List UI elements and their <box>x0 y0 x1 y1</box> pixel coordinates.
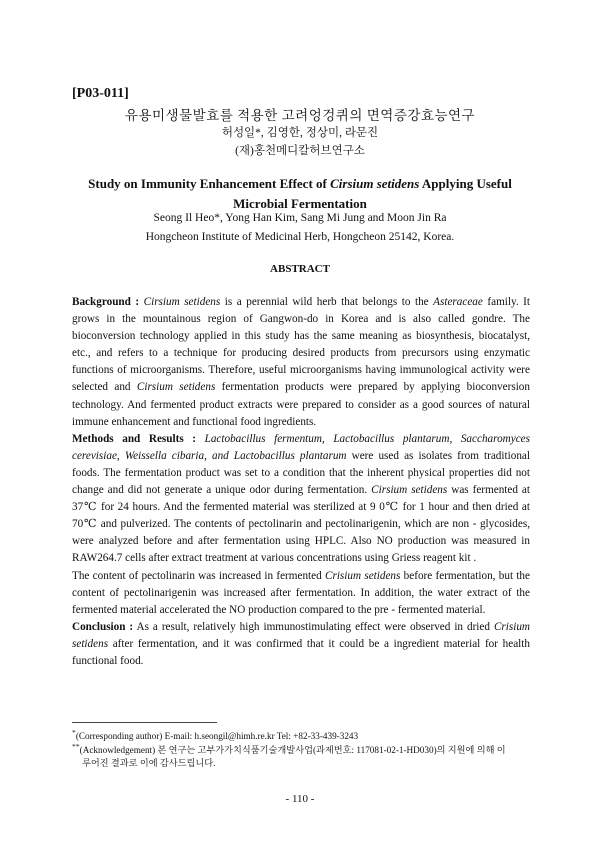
footnote-acknowledgement: **(Acknowledgement) 본 연구는 고부가가치식품기술개발사업(과제번호: 117081-02-1-HD030)의 지원에 의해 이 루어진 결과로 이에 감사드립니다. <box>72 742 506 769</box>
korean-affiliation: (재)홍천메디칼허브연구소 <box>235 145 365 157</box>
english-authors: Seong Il Heo*, Yong Han Kim, Sang Mi Jung and Moon Jin Ra <box>153 212 447 224</box>
poster-code: [P03-011] <box>72 86 129 101</box>
methods-paragraph: Methods and Results : Lactobacillus fermentum, Lactobacillus plantarum, Saccharomyces cerevisiae, Weissella cibaria, and Lactobacillus plantarum were used as isolates from traditional foods. The fermentation product was set to a condition that the inherent physical properties did not change and did not generate a unique odor during fermentation. Cirsium setidens was fermented at 37℃ for 24 hours. And the fermented material was sterilized at 9 0℃ for 1 hour and then dried at 70℃ and pulverized. The contents of pectolinarin and pectolinarigenin, which are non - glycosides, were analyzed before and after fermentation using HPLC. Also NO production was measured in RAW264.7 cells after extract treatment at various concentrations using Griess reagent kit . <box>72 432 531 565</box>
background-paragraph: Background : Cirsium setidens is a perennial wild herb that belongs to the Asteraceae family. It grows in the mountainous region of Gangwon-do in Korea and is also called gondre. The bioconversion technology applied in this study has the same meaning as biosynthesis, biocatalyst, etc., and refers to a technique for producing desired products from precursors using enzymatic functions of microorganisms. Therefore, useful microorganisms having immunological activity were selected and Cirsium setidens fermentation products were prepared by applying bioconversion technology. And fermented product extracts were prepared to consider as a good sources of natural immune enhancement and functional food ingredients. <box>72 296 531 428</box>
results-paragraph: The content of pectolinarin was increased in fermented Crisium setidens before fermentation, but the content of pectolinarigenin was increased after fermentation. In addition, the water extract of the fermented material accelerated the NO production compared to the pre - fermented material. <box>72 569 530 616</box>
korean-title: 유용미생물발효를 적용한 고려엉겅퀴의 면역증강효능연구 <box>124 108 476 123</box>
footnote-divider <box>72 722 217 723</box>
footnote-corresponding-author: *(Corresponding author) E-mail: h.seongil@himh.re.kr Tel: +82-33-439-3243 <box>72 728 359 742</box>
conclusion-paragraph: Conclusion : As a result, relatively high immunostimulating effect were observed in dried Crisium setidens after fermentation, and it was confirmed that it could be a ingredient material for health functional food. <box>72 620 530 667</box>
english-title: Study on Immunity Enhancement Effect of Cirsium setidens Applying Useful Microbial Fermentation <box>88 176 512 211</box>
page-number: - 110 - <box>285 793 315 805</box>
korean-authors: 허성일*, 김영한, 정상미, 라문진 <box>221 127 379 139</box>
abstract-heading: ABSTRACT <box>270 263 330 275</box>
english-affiliation: Hongcheon Institute of Medicinal Herb, Hongcheon 25142, Korea. <box>145 231 455 243</box>
abstract-body <box>72 294 530 670</box>
